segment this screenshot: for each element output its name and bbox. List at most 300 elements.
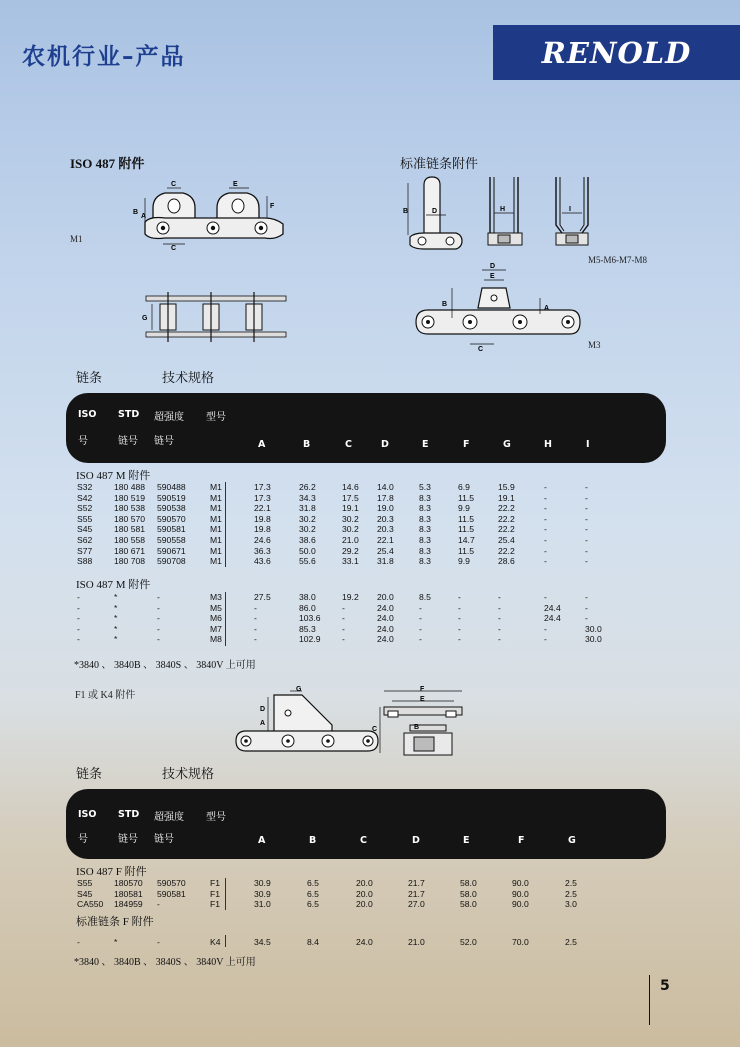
col-super: 超强度 <box>154 412 184 423</box>
table-cell: 24.0 <box>377 613 394 624</box>
table-cell: 17.3 <box>254 492 271 503</box>
table-cell: M6 <box>210 613 222 624</box>
table-cell: - <box>77 613 80 624</box>
table-cell: M3 <box>210 592 222 602</box>
table-cell: - <box>342 602 345 613</box>
table-cell: - <box>544 524 547 535</box>
table-row <box>0 937 740 948</box>
table-cell: M1 <box>210 482 222 492</box>
table-cell: 55.6 <box>299 556 316 567</box>
table-cell: * <box>114 613 118 624</box>
dim-d-std: D <box>432 208 438 215</box>
table-cell: - <box>157 937 160 947</box>
table-cell: 38.6 <box>299 535 316 545</box>
table-cell: 70.0 <box>512 937 529 947</box>
table-row <box>0 535 740 546</box>
table-cell: 2.5 <box>565 888 577 899</box>
col-e: E <box>422 439 429 450</box>
t2-col-d: D <box>412 835 420 846</box>
table-cell: - <box>544 592 547 602</box>
dim-b-m3: B <box>442 301 448 308</box>
table-cell: 21.0 <box>408 937 425 947</box>
table-cell: 103.6 <box>299 613 321 624</box>
table-cell: 590519 <box>157 492 186 503</box>
table1-group1-title: ISO 487 M 附件 <box>76 470 151 482</box>
dim-g: G <box>142 315 148 322</box>
table-cell: 52.0 <box>460 937 477 947</box>
table-cell: 9.9 <box>458 503 470 514</box>
table-cell: 590558 <box>157 535 186 545</box>
table-cell: 6.5 <box>307 899 319 910</box>
m1-attachment-drawing <box>125 178 290 253</box>
col-c: C <box>345 439 352 450</box>
table-row <box>0 546 740 557</box>
col-std-sub: 链号 <box>118 436 138 447</box>
table-cell: - <box>254 602 257 613</box>
table-cell: M7 <box>210 623 222 634</box>
table-cell: 38.0 <box>299 592 316 602</box>
table-cell: 43.6 <box>254 556 271 567</box>
table-cell: 590570 <box>157 878 186 888</box>
table-cell: 102.9 <box>299 634 321 645</box>
table-cell: 22.1 <box>377 535 394 545</box>
table-cell: - <box>544 545 547 556</box>
table-cell: - <box>544 482 547 492</box>
dim-b: B <box>133 209 139 216</box>
col-g: G <box>503 439 511 450</box>
table-cell: F1 <box>210 899 221 910</box>
table-row <box>0 592 740 603</box>
dim-f-f1: F <box>420 686 425 693</box>
table-cell: - <box>157 592 160 602</box>
col-h: H <box>544 439 552 450</box>
table-cell: - <box>585 503 588 514</box>
table-cell: 22.2 <box>498 503 515 514</box>
col-d: D <box>381 439 389 450</box>
table-cell: 30.0 <box>585 623 602 634</box>
table-row <box>0 624 740 635</box>
label-m1: M1 <box>70 234 83 244</box>
table-cell: - <box>77 592 80 602</box>
table1-heading-chain: 链条 <box>76 371 103 386</box>
f1-k4-attachment-title: F1 或 K4 附件 <box>75 690 136 701</box>
table-cell: 6.5 <box>307 888 319 899</box>
dim-e-f1: E <box>420 696 425 703</box>
table-cell: 180 581 <box>114 524 146 535</box>
table-cell: 14.0 <box>377 482 394 492</box>
table-cell: 28.6 <box>498 556 515 567</box>
table-cell: M1 <box>210 524 222 535</box>
table-cell: * <box>114 623 118 634</box>
col-super-sub: 链号 <box>154 436 174 447</box>
table-cell: 8.3 <box>419 524 431 535</box>
table-cell: M1 <box>210 513 222 524</box>
table2-heading-spec: 技术规格 <box>162 767 215 782</box>
table-cell: - <box>157 613 160 624</box>
table-cell: 22.2 <box>498 524 515 535</box>
table-cell: 90.0 <box>512 888 529 899</box>
table-cell: 14.6 <box>342 482 359 492</box>
table-cell: 24.0 <box>377 634 394 645</box>
table-cell: 14.7 <box>458 535 475 545</box>
table2-note: *3840 、 3840B 、 3840S 、 3840V 上可用 <box>74 957 256 968</box>
table-cell: 27.5 <box>254 592 271 602</box>
table-cell: 19.1 <box>342 503 359 514</box>
table-cell: 2.5 <box>565 878 577 888</box>
table-cell: - <box>544 535 547 545</box>
table-cell: - <box>157 602 160 613</box>
table-cell: 8.3 <box>419 513 431 524</box>
table-cell: 590538 <box>157 503 186 514</box>
table-cell: - <box>157 623 160 634</box>
table-row <box>0 556 740 567</box>
table-cell: - <box>254 613 257 624</box>
m7-m8-attachment-drawing <box>550 175 595 250</box>
table-cell: 8.3 <box>419 556 431 567</box>
table-cell: 180 671 <box>114 545 146 556</box>
t2-col-iso: ISO <box>78 809 97 820</box>
table-cell: - <box>585 602 588 613</box>
table-cell: 590708 <box>157 556 186 567</box>
table-cell: 20.3 <box>377 513 394 524</box>
table-row <box>0 514 740 525</box>
table-cell: 3.0 <box>565 899 577 910</box>
table-cell: - <box>498 602 501 613</box>
table-cell: - <box>585 613 588 624</box>
table-cell: 22.2 <box>498 513 515 524</box>
table-cell: - <box>544 513 547 524</box>
table2-heading-chain: 链条 <box>76 767 103 782</box>
table-cell: 30.2 <box>342 524 359 535</box>
table-cell: - <box>342 634 345 645</box>
table-cell: 58.0 <box>460 878 477 888</box>
table-cell: 590488 <box>157 482 186 492</box>
table1-heading-spec: 技术规格 <box>162 371 215 386</box>
dim-c-bottom: C <box>171 245 177 252</box>
table-cell: 25.4 <box>377 545 394 556</box>
table-cell: - <box>254 623 257 634</box>
table-cell: M1 <box>210 556 222 567</box>
table-cell: 6.9 <box>458 482 470 492</box>
table-cell: 30.9 <box>254 888 271 899</box>
table-cell: - <box>498 592 501 602</box>
dim-i: I <box>569 206 571 213</box>
table-cell: 5.3 <box>419 482 431 492</box>
table-cell: - <box>544 634 547 645</box>
label-m5-m8: M5-M6-M7-M8 <box>588 255 648 265</box>
table-cell: K4 <box>210 937 221 947</box>
page-number: 5 <box>660 978 670 994</box>
table-cell: 11.5 <box>458 545 475 556</box>
table-cell: 180 488 <box>114 482 146 492</box>
table1-note: *3840 、 3840B 、 3840S 、 3840V 上可用 <box>74 660 256 671</box>
col-model: 型号 <box>206 412 226 423</box>
f1-attachment-top-drawing <box>370 683 470 763</box>
table-cell: - <box>585 556 588 567</box>
col-iso-sub: 号 <box>78 436 88 447</box>
table-cell: 180 558 <box>114 535 146 545</box>
table-cell: 590671 <box>157 545 186 556</box>
table-cell: 19.0 <box>377 503 394 514</box>
table-cell: M1 <box>210 535 222 545</box>
table-cell: 30.2 <box>299 524 316 535</box>
table-row <box>0 482 740 493</box>
table-cell: 2.5 <box>565 937 577 947</box>
table-cell: - <box>585 545 588 556</box>
table1-group2-title: ISO 487 M 附件 <box>76 579 151 591</box>
label-m3: M3 <box>588 340 601 350</box>
table-cell: - <box>254 634 257 645</box>
standard-attachment-side-drawing <box>400 175 470 255</box>
table-cell: 20.0 <box>356 878 373 888</box>
table-cell: - <box>585 492 588 503</box>
table-cell: - <box>419 623 422 634</box>
dim-a: A <box>141 213 147 220</box>
table-cell: - <box>458 613 461 624</box>
table2-group1-title: ISO 487 F 附件 <box>76 866 147 878</box>
table-cell: - <box>544 556 547 567</box>
dim-d-m3: D <box>490 263 496 270</box>
t2-col-model: 型号 <box>206 812 226 823</box>
page-title: 农机行业–产品 <box>22 44 186 70</box>
table-cell: 24.4 <box>544 602 561 613</box>
table-cell: S62 <box>77 535 93 545</box>
t2-col-std: STD <box>118 809 140 820</box>
chain-top-view-drawing <box>140 290 290 345</box>
table-cell: S55 <box>77 878 93 888</box>
table-cell: 50.0 <box>299 545 316 556</box>
dim-d-f1: D <box>260 706 266 713</box>
table-cell: - <box>77 602 80 613</box>
table-cell: M1 <box>210 492 222 503</box>
table-cell: 33.1 <box>342 556 359 567</box>
table-cell: 180 570 <box>114 513 146 524</box>
brand-logo <box>493 25 740 80</box>
table-cell: - <box>498 613 501 624</box>
table-cell: * <box>114 937 118 947</box>
table-cell: - <box>342 613 345 624</box>
table-cell: 24.0 <box>377 602 394 613</box>
table-cell: 590581 <box>157 524 186 535</box>
table-cell: - <box>544 623 547 634</box>
table-cell: 30.0 <box>585 634 602 645</box>
table-cell: S32 <box>77 482 93 492</box>
table-cell: 24.0 <box>356 937 373 947</box>
table-cell: - <box>458 602 461 613</box>
table-cell: - <box>585 592 588 602</box>
dim-a-m3: A <box>544 305 550 312</box>
dim-b-f1: B <box>414 724 420 731</box>
table-cell: 58.0 <box>460 888 477 899</box>
table-cell: 85.3 <box>299 623 316 634</box>
table-cell: 180 538 <box>114 503 146 514</box>
table-cell: - <box>585 513 588 524</box>
table-cell: 30.2 <box>342 513 359 524</box>
t2-col-g: G <box>568 835 576 846</box>
table-cell: M1 <box>210 545 222 556</box>
table-cell: - <box>585 524 588 535</box>
m5-m6-attachment-drawing <box>482 175 527 250</box>
table-cell: 11.5 <box>458 524 475 535</box>
table-cell: S45 <box>77 524 93 535</box>
table-cell: 34.3 <box>299 492 316 503</box>
dim-g-f1: G <box>296 686 302 693</box>
col-i: I <box>586 439 590 450</box>
t2-col-e: E <box>463 835 470 846</box>
table-cell: 21.7 <box>408 888 425 899</box>
table-row <box>0 613 740 624</box>
m3-attachment-drawing <box>410 258 585 353</box>
table-cell: - <box>544 492 547 503</box>
dim-e: E <box>233 181 238 188</box>
table-cell: 11.5 <box>458 513 475 524</box>
table-cell: 90.0 <box>512 878 529 888</box>
table-cell: - <box>498 623 501 634</box>
table-row <box>0 889 740 900</box>
table-cell: - <box>544 503 547 514</box>
table-cell: 31.8 <box>377 556 394 567</box>
table-cell: 24.0 <box>377 623 394 634</box>
table-cell: M1 <box>210 503 222 514</box>
table-cell: 17.5 <box>342 492 359 503</box>
t2-col-super: 超强度 <box>154 812 184 823</box>
table-cell: 8.3 <box>419 492 431 503</box>
dim-c-m3: C <box>478 346 484 353</box>
standard-chain-attachment-title: 标准链条附件 <box>400 157 479 172</box>
table-cell: 19.1 <box>498 492 515 503</box>
table-cell: F1 <box>210 888 221 899</box>
table-cell: - <box>77 937 80 947</box>
t2-col-iso-sub: 号 <box>78 834 88 845</box>
table-cell: 20.0 <box>377 592 394 602</box>
table-cell: 8.3 <box>419 545 431 556</box>
table2-header <box>66 789 666 859</box>
iso487-attachment-title: ISO 487 附件 <box>70 156 145 171</box>
table-cell: S77 <box>77 545 93 556</box>
table-cell: 30.9 <box>254 878 271 888</box>
t2-col-std-sub: 链号 <box>118 834 138 845</box>
t2-col-c: C <box>360 835 367 846</box>
table-cell: - <box>585 535 588 545</box>
table-cell: 34.5 <box>254 937 271 947</box>
table-cell: 180570 <box>114 878 143 888</box>
table-cell: 590581 <box>157 888 186 899</box>
table-cell: 180 708 <box>114 556 146 567</box>
page-number-rule <box>649 975 650 1025</box>
table-cell: - <box>419 613 422 624</box>
table-cell: 15.9 <box>498 482 515 492</box>
table-cell: 8.3 <box>419 503 431 514</box>
table-row <box>0 503 740 514</box>
table-cell: 26.2 <box>299 482 316 492</box>
table-cell: 180581 <box>114 888 143 899</box>
table-cell: 8.4 <box>307 937 319 947</box>
table-cell: 22.2 <box>498 545 515 556</box>
table-cell: - <box>419 602 422 613</box>
table-cell: - <box>419 634 422 645</box>
table-cell: * <box>114 602 118 613</box>
table-cell: 22.1 <box>254 503 271 514</box>
table-cell: 8.3 <box>419 535 431 545</box>
table-cell: 31.8 <box>299 503 316 514</box>
dim-e-m3: E <box>490 273 495 280</box>
table-cell: - <box>157 899 160 910</box>
table-cell: 24.6 <box>254 535 271 545</box>
table-cell: S52 <box>77 503 93 514</box>
table-cell: 86.0 <box>299 602 316 613</box>
table-cell: 17.8 <box>377 492 394 503</box>
table-cell: S45 <box>77 888 93 899</box>
table-cell: 29.2 <box>342 545 359 556</box>
table-cell: 20.0 <box>356 899 373 910</box>
table-cell: CA550 <box>77 899 104 910</box>
table-cell: 27.0 <box>408 899 425 910</box>
table-cell: S42 <box>77 492 93 503</box>
table-cell: 590570 <box>157 513 186 524</box>
table-cell: F1 <box>210 878 221 888</box>
col-b: B <box>303 439 311 450</box>
table-row <box>0 603 740 614</box>
table-row <box>0 878 740 889</box>
table-cell: 17.3 <box>254 482 271 492</box>
t2-col-f: F <box>518 835 525 846</box>
col-f: F <box>463 439 470 450</box>
table-cell: - <box>498 634 501 645</box>
dim-b-std: B <box>403 208 409 215</box>
table-cell: S55 <box>77 513 93 524</box>
table-cell: M8 <box>210 634 222 645</box>
table-cell: M5 <box>210 602 222 613</box>
table-cell: 30.2 <box>299 513 316 524</box>
table-cell: - <box>458 634 461 645</box>
table-cell: 58.0 <box>460 899 477 910</box>
table-row <box>0 899 740 910</box>
table-cell: 20.0 <box>356 888 373 899</box>
dim-c-top: C <box>171 181 177 188</box>
t2-col-super-sub: 链号 <box>154 834 174 845</box>
table-cell: * <box>114 634 118 645</box>
table-cell: 11.5 <box>458 492 475 503</box>
table-cell: - <box>458 623 461 634</box>
table-cell: - <box>157 634 160 645</box>
table-cell: - <box>77 634 80 645</box>
table-cell: - <box>585 482 588 492</box>
table-cell: 184959 <box>114 899 143 910</box>
table-cell: 36.3 <box>254 545 271 556</box>
table-cell: - <box>458 592 461 602</box>
table-cell: 31.0 <box>254 899 271 910</box>
table-cell: 21.0 <box>342 535 359 545</box>
table-cell: 8.5 <box>419 592 431 602</box>
table-row <box>0 524 740 535</box>
col-std: STD <box>118 409 140 420</box>
brand-logo-text: RENOLD <box>541 35 692 70</box>
table-row <box>0 634 740 645</box>
col-iso: ISO <box>78 409 97 420</box>
table-cell: 20.3 <box>377 524 394 535</box>
dim-c-f1: C <box>372 726 378 733</box>
dim-f: F <box>270 203 275 210</box>
table-cell: 6.5 <box>307 878 319 888</box>
table-cell: S88 <box>77 556 93 567</box>
table-cell: 19.8 <box>254 513 271 524</box>
table-cell: 9.9 <box>458 556 470 567</box>
table-cell: - <box>342 623 345 634</box>
table-cell: * <box>114 592 118 602</box>
table-cell: 21.7 <box>408 878 425 888</box>
table-cell: 90.0 <box>512 899 529 910</box>
table-cell: 24.4 <box>544 613 561 624</box>
